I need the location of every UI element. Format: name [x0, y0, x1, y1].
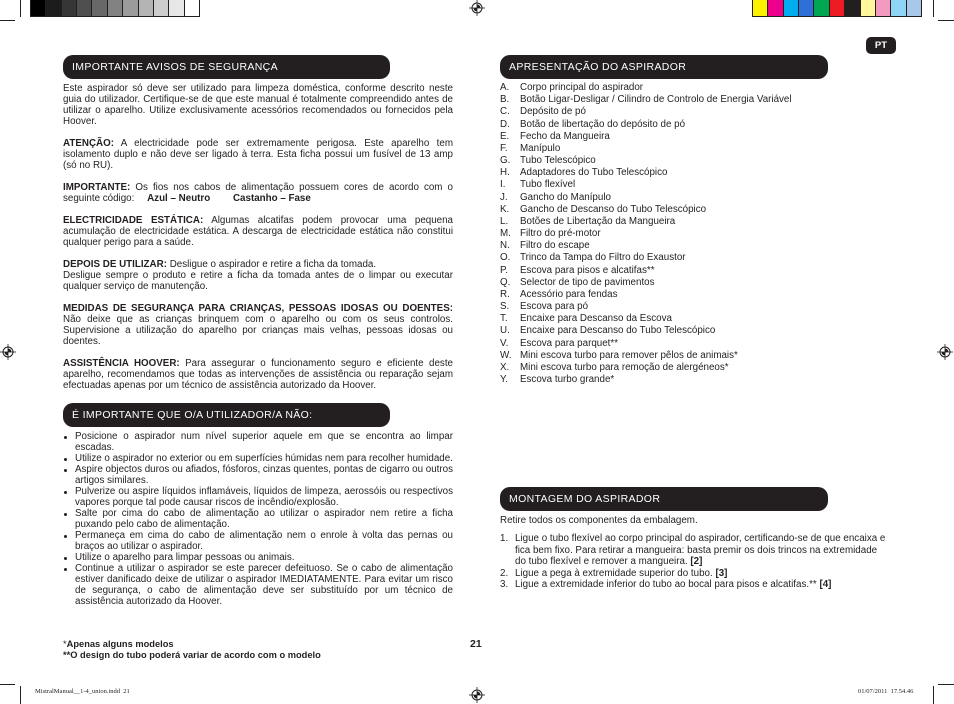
part-item — [500, 325, 890, 337]
color-swatch — [891, 0, 906, 16]
step-body — [515, 579, 890, 591]
part-label: Filtro do pré-motor — [520, 228, 601, 240]
warning-static-electricity — [63, 215, 453, 248]
part-item — [500, 143, 890, 155]
gray-swatch — [154, 0, 169, 16]
part-label: Escova para pó — [520, 301, 589, 313]
overview-section-heading — [500, 55, 828, 79]
color-swatch — [768, 0, 783, 16]
gray-swatch — [62, 0, 77, 16]
part-item — [500, 240, 890, 252]
page-number: 21 — [470, 638, 482, 650]
part-item — [500, 265, 890, 277]
part-item — [500, 313, 890, 325]
gray-swatch — [31, 0, 46, 16]
crop-mark — [0, 20, 15, 21]
assembly-steps — [500, 533, 890, 591]
crop-mark — [933, 686, 934, 704]
dont-item-text: Posicione o aspirador num nível superior aquele em que se encontra ao limpar escadas. — [75, 431, 453, 453]
crop-mark — [20, 0, 21, 17]
part-key: T. — [500, 313, 508, 325]
figure-reference: [2] — [690, 556, 703, 567]
part-item — [500, 106, 890, 118]
part-key: K. — [500, 203, 510, 215]
warning-label: IMPORTANTE: — [63, 182, 131, 193]
crop-mark — [938, 20, 954, 21]
safety-warnings-body — [63, 83, 453, 391]
part-item — [500, 192, 890, 204]
step-text: Ligue a pega à extremidade superior do tubo. — [515, 567, 713, 579]
warning-child-safety — [63, 303, 453, 347]
gray-swatch — [169, 0, 184, 16]
dont-item-text: Utilize o aspirador no exterior ou em superfícies húmidas nem para recolher humidade. — [75, 453, 453, 464]
color-swatch — [861, 0, 876, 16]
footnote — [63, 650, 463, 661]
part-key: R. — [500, 288, 510, 300]
warning-text: Algumas alcatifas podem provocar uma pequena acumulação de electricidade estática. A descarga de electricidade estática não constitui qualquer perigo para a saúde. — [63, 215, 454, 248]
footnote — [63, 639, 463, 650]
part-item — [500, 82, 890, 94]
dont-item — [63, 431, 453, 453]
bullet-marker — [64, 469, 67, 472]
gray-swatch — [46, 0, 61, 16]
part-key: V. — [500, 337, 509, 349]
color-swatch — [814, 0, 829, 16]
part-key: F. — [500, 142, 508, 154]
dont-item-text: Salte por cima do cabo de alimentação ao utilizar o aspirador nem retire a ficha puxando pelo cabo de alimentação. — [75, 508, 453, 530]
part-key: I. — [500, 179, 506, 191]
part-label: Trinco da Tampa do Filtro do Exaustor — [520, 252, 686, 264]
part-item — [500, 338, 890, 350]
warning-text: Desligue sempre o produto e retire a ficha da tomada antes de o limpar ou executar qualquer serviço de manutenção. — [63, 270, 453, 292]
dont-item — [63, 453, 453, 464]
part-label: Gancho de Descanso do Tubo Telescópico — [520, 203, 707, 215]
step-number: 1. — [500, 533, 509, 544]
dont-item-text: Aspire objectos duros ou afiados, fósforos, cinzas quentes, pontas de cigarro ou outros artigos similares. — [75, 464, 453, 486]
part-item — [500, 289, 890, 301]
warning-text: Para assegurar o funcionamento seguro e eficiente deste aparelho, recomendamos que todas as intervenções de assistência ou reparação sejam efectuadas apenas por um técnico de assistência autorizado da Hoover. — [63, 358, 453, 391]
color-swatch — [753, 0, 768, 16]
part-item — [500, 94, 890, 106]
part-item — [500, 277, 890, 289]
dont-item — [63, 552, 453, 563]
step-body — [515, 568, 890, 580]
dont-item — [63, 530, 453, 552]
part-key: C. — [500, 106, 510, 118]
part-item — [500, 350, 890, 362]
part-label: Escova para pisos e alcatifas** — [520, 264, 655, 276]
part-label: Acessório para fendas — [520, 288, 618, 300]
color-swatch — [830, 0, 845, 16]
step-number: 3. — [500, 579, 509, 590]
part-label: Mini escova turbo para remover pêlos de animais* — [520, 349, 738, 361]
warning-text: A electricidade pode ser extremamente perigosa. Este aparelho tem isolamento duplo e não deve ser ligado à terra. Esta ficha possui um fusível de 13 amp (só no RU). — [63, 138, 453, 171]
part-key: H. — [500, 167, 510, 179]
footnotes — [63, 639, 463, 661]
dont-item-text: Utilize o aparelho para limpar pessoas ou animais. — [75, 552, 295, 563]
step-number: 2. — [500, 567, 509, 579]
color-swatch — [784, 0, 799, 16]
part-label: Escova turbo grande* — [520, 374, 615, 386]
part-key: S. — [500, 301, 510, 313]
assembly-step — [500, 579, 890, 591]
warning-label: ATENÇÃO: — [63, 138, 114, 149]
safety-section-heading — [63, 55, 390, 79]
registration-mark-icon — [0, 344, 16, 360]
warning-hoover-service — [63, 358, 453, 391]
process-color-control-strip — [752, 0, 922, 17]
part-label: Tubo flexível — [520, 179, 576, 191]
warning-after-use — [63, 259, 453, 292]
color-swatch — [907, 0, 921, 16]
gray-swatch — [92, 0, 107, 16]
color-swatch — [876, 0, 891, 16]
part-item — [500, 362, 890, 374]
warning-text: Desligue o aspirador e retire a ficha da tomada. — [169, 259, 377, 270]
safety-intro: Este aspirador só deve ser utilizado para limpeza doméstica, conforme descrito neste guia do utilizador. Certifique-se de que este manual é totalmente compreendido antes de utilizar o aparelho. Utilize exclusivamente acessórios recomendados ou fornecidos pela Hoover. — [63, 83, 453, 127]
part-key: L. — [500, 215, 509, 227]
part-key: X. — [500, 361, 510, 373]
part-item — [500, 374, 890, 386]
part-label: Fecho da Mangueira — [520, 130, 610, 142]
part-key: N. — [500, 240, 510, 252]
part-key: B. — [500, 94, 510, 106]
dont-item-text: Continue a utilizar o aspirador se este parecer defeituoso. Se o cabo de alimentação estiver danificado deixe de utilizar o aspirador IMEDIATAMENTE. Para evitar um risco de segurança, o cabo de alimentação deve ser substituído por um técnico de assistência autorizado da Hoover. — [75, 563, 453, 607]
warning-importante — [63, 182, 453, 204]
part-key: J. — [500, 191, 508, 203]
wire-code-live: Castanho – Fase — [232, 193, 311, 204]
part-item — [500, 216, 890, 228]
warning-text: Os fios nos cabos de alimentação possuem cores de acordo com o seguinte código: — [63, 182, 453, 204]
warning-label: DEPOIS DE UTILIZAR: — [63, 259, 167, 270]
part-label: Encaixe para Descanso da Escova — [520, 313, 672, 325]
part-label: Manípulo — [520, 142, 561, 154]
figure-reference: [3] — [715, 567, 728, 579]
part-item — [500, 119, 890, 131]
part-label: Mini escova turbo para remoção de alergéneos* — [520, 361, 729, 373]
part-label: Botão Ligar-Desligar / Cilindro de Controlo de Energia Variável — [520, 94, 792, 106]
part-item — [500, 179, 890, 191]
registration-mark-icon — [469, 687, 485, 703]
part-item — [500, 155, 890, 167]
dont-item-text: Pulverize ou aspire líquidos inflamáveis, líquidos de limpeza, aerossóis ou respectivos vapores porque tal pode causar riscos de incêndio/explosão. — [75, 486, 453, 508]
gray-swatch — [108, 0, 123, 16]
dont-item — [63, 563, 453, 607]
part-item — [500, 131, 890, 143]
bullet-marker — [64, 436, 67, 439]
part-item — [500, 252, 890, 264]
part-item — [500, 204, 890, 216]
color-swatch — [845, 0, 860, 16]
part-key: E. — [500, 130, 510, 142]
part-key: Y. — [500, 374, 508, 386]
slug-file-name: MistralManual__1-4_union.indd 21 — [35, 688, 130, 695]
assembly-step — [500, 533, 890, 568]
crop-mark — [933, 0, 934, 17]
bullet-marker — [64, 513, 67, 516]
part-key: P. — [500, 264, 508, 276]
footnote-text: Apenas alguns modelos — [66, 639, 174, 649]
warning-atencao — [63, 138, 453, 171]
bullet-marker — [64, 458, 67, 461]
step-text: Ligue o tubo flexível ao corpo principal do aspirador, certificando-se de que encaixa e fica bem fixo. Para retirar a mangueira: basta premir os dois trincos na extremidade do tubo flexível e remover a mangueira. — [515, 533, 886, 567]
gray-swatch — [185, 0, 199, 16]
part-key: M. — [500, 228, 511, 240]
part-key: A. — [500, 82, 510, 93]
warning-label: ASSISTÊNCIA HOOVER: — [63, 358, 180, 369]
part-item — [500, 301, 890, 313]
part-key: D. — [500, 118, 510, 130]
registration-mark-icon — [937, 344, 953, 360]
step-text: Ligue a extremidade inferior do tubo ao bocal para pisos e alcatifas.** — [515, 579, 817, 590]
part-key: O. — [500, 252, 511, 264]
part-label: Gancho do Manípulo — [520, 191, 611, 203]
grayscale-control-strip — [30, 0, 200, 17]
part-key: G. — [500, 155, 511, 167]
part-label: Tubo Telescópico — [520, 155, 596, 167]
part-label: Adaptadores do Tubo Telescópico — [520, 167, 668, 179]
warning-label: MEDIDAS DE SEGURANÇA PARA CRIANÇAS, PESSOAS IDOSAS OU DOENTES: — [63, 303, 453, 314]
dont-item — [63, 486, 453, 508]
donts-list — [63, 431, 453, 607]
part-label: Encaixe para Descanso do Tubo Telescópico — [520, 325, 716, 337]
part-label: Botões de Libertação da Mangueira — [520, 215, 676, 227]
overview-heading-text: APRESENTAÇÃO DO ASPIRADOR — [509, 61, 687, 73]
dont-item — [63, 464, 453, 486]
assembly-section-heading — [500, 487, 828, 511]
color-swatch — [799, 0, 814, 16]
dont-item-text: Permaneça em cima do cabo de alimentação nem o enrole à volta das pernas ou braços ao utilizar o aspirador. — [75, 530, 453, 552]
footnote-mark: * — [63, 639, 67, 649]
bullet-marker — [64, 491, 67, 494]
part-label: Filtro do escape — [520, 240, 590, 252]
donts-heading-text: É IMPORTANTE QUE O/A UTILIZADOR/A NÃO: — [72, 409, 313, 421]
gray-swatch — [123, 0, 138, 16]
dont-item — [63, 508, 453, 530]
wire-code-neutral: Azul – Neutro — [147, 193, 211, 204]
slug-date: 01/07/2011 17.54.46 — [858, 688, 914, 695]
assembly-step — [500, 568, 890, 580]
gray-swatch — [77, 0, 92, 16]
crop-mark — [0, 684, 15, 685]
part-key: W. — [500, 349, 512, 361]
part-label: Selector de tipo de pavimentos — [520, 276, 655, 288]
warning-label: ELECTRICIDADE ESTÁTICA: — [63, 215, 204, 226]
part-key: U. — [500, 325, 510, 337]
figure-reference: [4] — [819, 579, 832, 590]
gray-swatch — [139, 0, 154, 16]
language-badge: PT — [866, 37, 896, 54]
safety-heading-text: IMPORTANTE AVISOS DE SEGURANÇA — [72, 61, 278, 73]
part-label: Botão de libertação do depósito de pó — [520, 118, 686, 130]
part-item — [500, 167, 890, 179]
registration-mark-icon — [469, 0, 485, 16]
bullet-marker — [64, 557, 67, 560]
part-label: Escova para parquet** — [520, 337, 619, 349]
warning-text: Não deixe que as crianças brinquem com o aparelho ou com os seus controlos. Supervisione a utilização do aparelho por crianças mais velhas, pessoas idosas ou doentes. — [63, 314, 453, 347]
assembly-heading-text: MONTAGEM DO ASPIRADOR — [509, 493, 661, 505]
part-item — [500, 228, 890, 240]
part-key: Q. — [500, 276, 511, 288]
donts-section-heading — [63, 403, 390, 427]
assembly-intro: Retire todos os componentes da embalagem. — [500, 515, 698, 526]
bullet-marker — [64, 568, 67, 571]
footnote-text: **O design do tubo poderá variar de acordo com o modelo — [63, 650, 321, 660]
crop-mark — [20, 686, 21, 704]
step-body — [515, 533, 890, 568]
crop-mark — [938, 684, 954, 685]
part-label: Depósito de pó — [520, 106, 586, 118]
part-label: Corpo principal do aspirador — [520, 82, 644, 93]
bullet-marker — [64, 535, 67, 538]
parts-list — [500, 82, 890, 386]
